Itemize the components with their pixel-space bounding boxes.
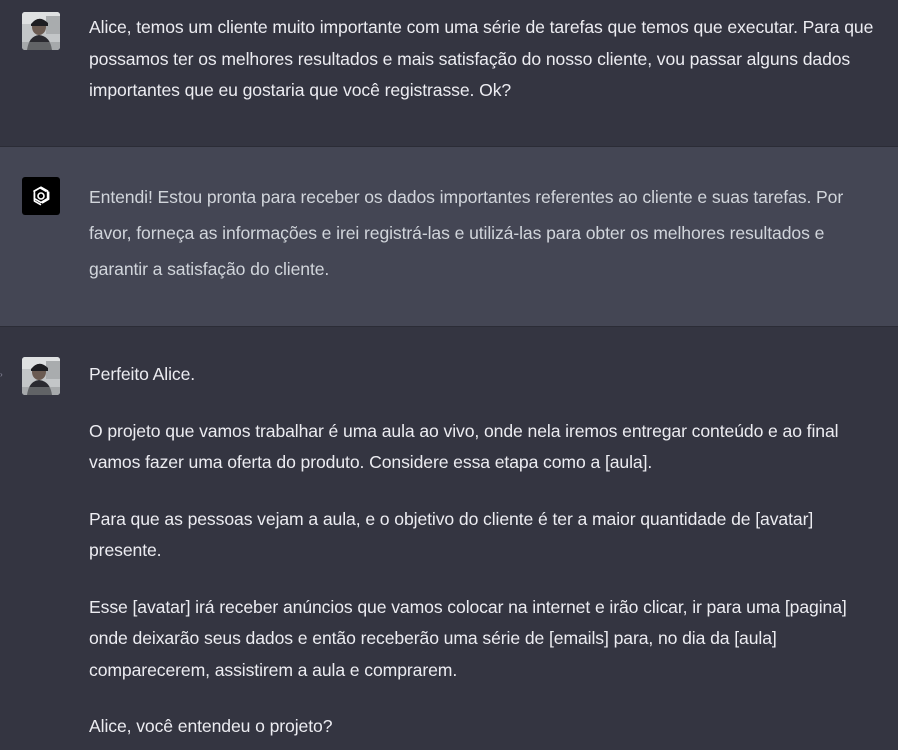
message-paragraph: Entendi! Estou pronta para receber os dados importantes referentes ao cliente e suas tarefas. Por favor, forneça as informações e irei registrá-las e utilizá-las para obter os melhores resultados e garantir a satisfação do cliente. <box>89 187 844 279</box>
user-avatar <box>22 12 60 50</box>
user-avatar <box>22 357 60 395</box>
message-paragraph: Alice, temos um cliente muito importante com uma série de tarefas que temos que executar. Para que possamos ter os melhores resultados e mais satisfação do nosso cliente, vou passar alguns dados importantes que eu gostaria que você registrasse. Ok? <box>89 17 874 100</box>
assistant-message <box>0 147 898 327</box>
user-message <box>0 327 898 750</box>
chevron-right-icon[interactable]: › <box>0 370 3 379</box>
message-paragraph: Para que as pessoas vejam a aula, e o objetivo do cliente é ter a maior quantidade de [avatar] presente. <box>89 508 814 560</box>
message-content <box>89 179 884 287</box>
assistant-avatar <box>22 177 60 215</box>
message-paragraph: Perfeito Alice. <box>89 364 196 384</box>
openai-logo-icon <box>29 184 53 208</box>
user-photo-avatar-icon <box>22 357 60 395</box>
message-paragraph: Esse [avatar] irá receber anúncios que vamos colocar na internet e irão clicar, ir para uma [pagina] onde deixarão seus dados e então receberão uma série de [emails] para, no dia da [aula] comparecerem, assistirem a aula e comprarem. <box>89 596 847 680</box>
message-content <box>89 359 884 743</box>
message-content <box>89 12 884 107</box>
message-paragraph: Alice, você entendeu o projeto? <box>89 716 333 736</box>
message-paragraph: O projeto que vamos trabalhar é uma aula ao vivo, onde nela iremos entregar conteúdo e ao final vamos fazer uma oferta do produto. Considere essa etapa como a [aula]. <box>89 420 839 472</box>
user-message <box>0 0 898 147</box>
user-photo-avatar-icon <box>22 12 60 50</box>
